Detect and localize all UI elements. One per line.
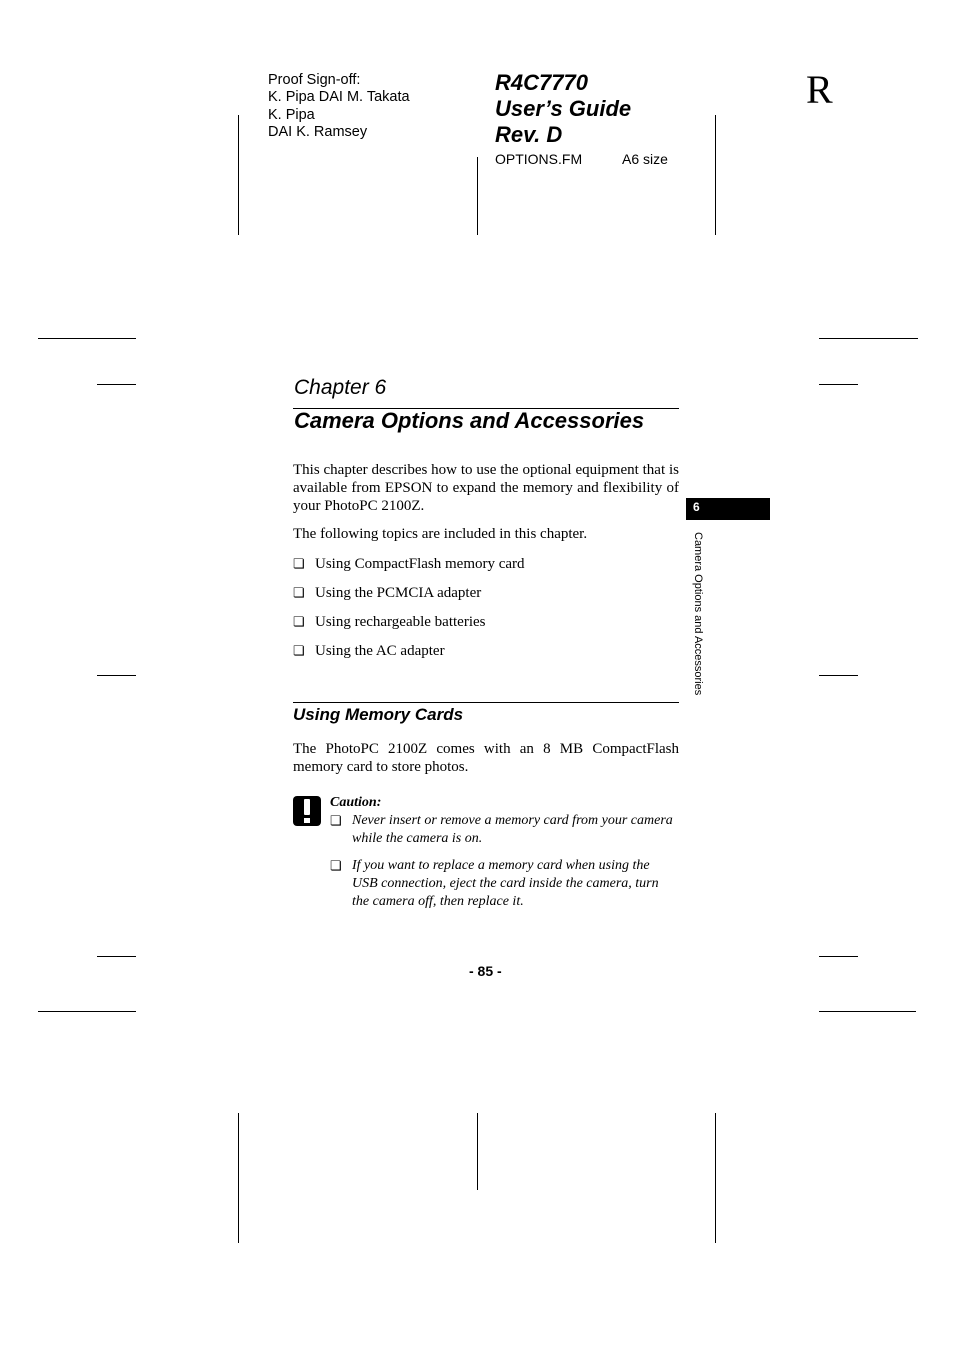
proof-line: Proof Sign-off: (268, 72, 361, 88)
crop-line (477, 1113, 478, 1190)
crop-line (819, 675, 858, 676)
proof-line: K. Pipa (268, 106, 315, 123)
file-name: OPTIONS.FM (495, 151, 583, 167)
section-rule (293, 702, 679, 703)
caution-title: Caution: (330, 795, 382, 810)
checkbox-bullet-icon: ❏ (293, 643, 305, 658)
crop-line (97, 384, 136, 385)
page-number: - 85 - (469, 963, 502, 979)
page-size: A6 size (622, 151, 668, 167)
intro-paragraph: This chapter describes how to use the optional equipment that is available from EPSON to expand the memory and flexibility of your PhotoPC 2100Z. (293, 462, 679, 514)
title-line: R4C7770 (495, 70, 588, 95)
crop-line (819, 956, 858, 957)
proof-line: K. Pipa DAI M. Takata (268, 89, 410, 106)
list-item-label: Using the PCMCIA adapter (315, 585, 482, 601)
list-item-label: Using CompactFlash memory card (315, 556, 525, 572)
chapter-tab-number: 6 (693, 500, 700, 514)
list-item-label: Using the AC adapter (315, 643, 445, 659)
crop-line (477, 157, 478, 235)
crop-line (819, 338, 918, 339)
checkbox-bullet-icon: ❏ (330, 813, 342, 828)
crop-line (238, 115, 239, 235)
list-item (293, 613, 485, 631)
caution-icon (293, 796, 321, 826)
crop-line (715, 115, 716, 235)
crop-line (819, 1011, 916, 1012)
chapter-title: Camera Options and Accessories (294, 408, 645, 433)
topics-intro: The following topics are included in this chapter. (293, 526, 588, 542)
registration-mark: R (806, 67, 833, 112)
list-item (293, 555, 525, 573)
checkbox-bullet-icon: ❏ (293, 556, 305, 571)
caution-text: If you want to replace a memory card when using the USB connection, eject the card inside the camera, turn the camera off, then replace it. (352, 858, 659, 909)
document-title (495, 70, 631, 148)
crop-line (715, 1113, 716, 1243)
chapter-tab (686, 498, 770, 520)
checkbox-bullet-icon: ❏ (293, 614, 305, 629)
title-line: User’s Guide (495, 96, 632, 121)
proof-line: DAI K. Ramsey (268, 123, 368, 140)
list-item (293, 642, 445, 660)
section-paragraph: The PhotoPC 2100Z comes with an 8 MB CompactFlash memory card to store photos. (293, 741, 679, 775)
proof-signoff (268, 72, 410, 141)
section-title: Using Memory Cards (293, 705, 464, 724)
title-line: Rev. D (495, 122, 563, 147)
crop-line (238, 1113, 239, 1243)
crop-line (38, 1011, 136, 1012)
checkbox-bullet-icon: ❏ (330, 858, 342, 873)
caution-item (330, 812, 678, 848)
crop-line (97, 675, 136, 676)
crop-line (819, 384, 858, 385)
list-item-label: Using rechargeable batteries (315, 614, 486, 630)
caution-text: Never insert or remove a memory card from your camera while the camera is on. (352, 813, 673, 846)
list-item (293, 584, 481, 602)
crop-line (38, 338, 136, 339)
chapter-label: Chapter 6 (294, 376, 387, 399)
checkbox-bullet-icon: ❏ (293, 585, 305, 600)
chapter-tab-label: Camera Options and Accessories (692, 532, 704, 696)
caution-item (330, 857, 678, 911)
crop-line (97, 956, 136, 957)
